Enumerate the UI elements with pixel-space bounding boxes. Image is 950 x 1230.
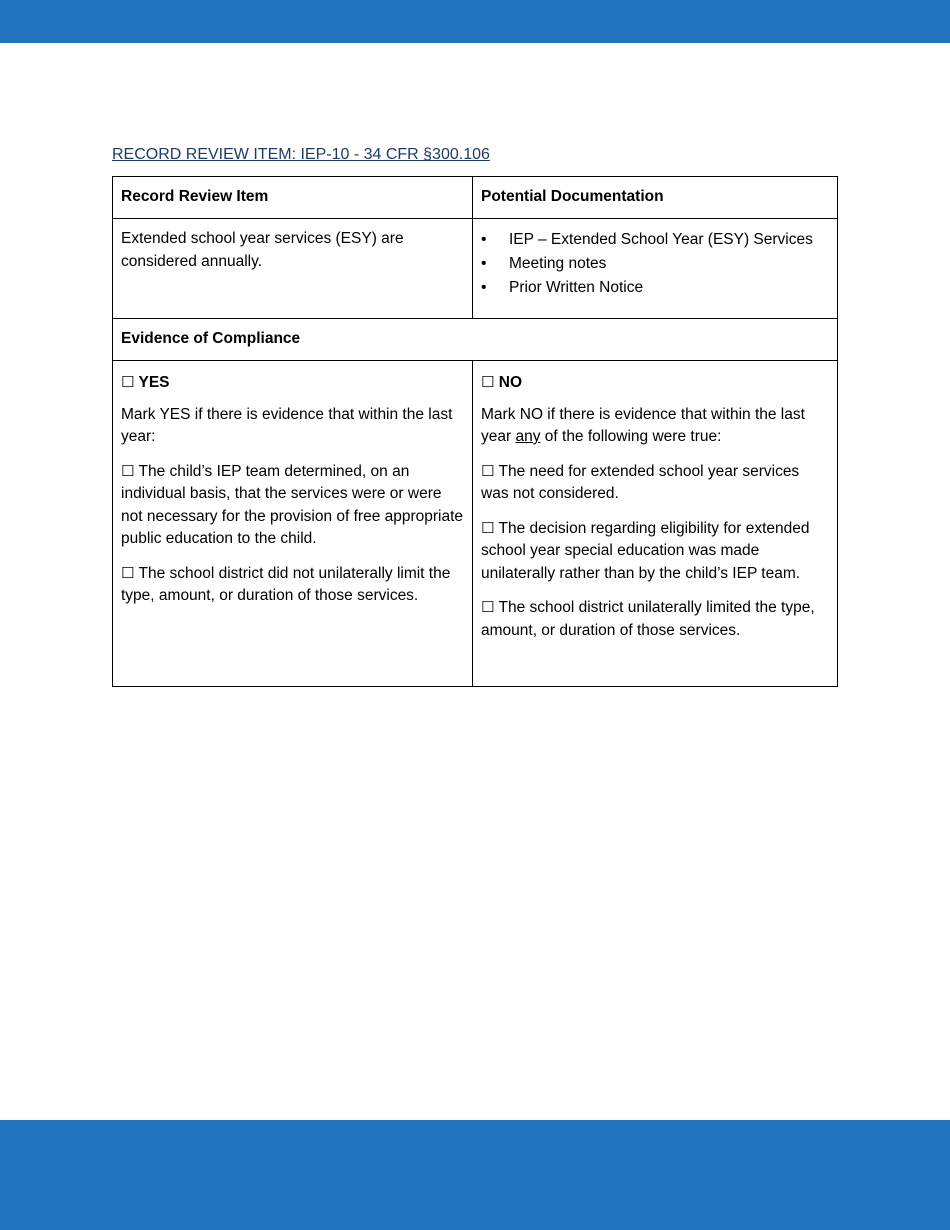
no-criterion-3	[481, 596, 829, 642]
documentation-list	[481, 228, 829, 300]
yes-checkbox[interactable]: ☐	[121, 373, 135, 391]
review-item-row	[113, 219, 838, 319]
compliance-answer-row	[113, 361, 838, 687]
list-item	[481, 276, 829, 300]
no-intro-before: Mark NO if there is evidence that within the last year	[481, 405, 805, 445]
list-item	[481, 252, 829, 276]
no-criterion-1	[481, 460, 829, 506]
bullet-icon: •	[481, 255, 487, 272]
record-review-table	[112, 176, 838, 687]
top-header-band	[0, 0, 950, 43]
documentation-cell	[473, 219, 838, 319]
yes-criterion-2-text: The school district did not unilaterally limit the type, amount, or duration of those services.	[121, 564, 451, 604]
no-criterion-3-checkbox[interactable]: ☐	[481, 598, 495, 616]
yes-criterion-2-checkbox[interactable]: ☐	[121, 563, 135, 582]
documentation-item-label: Prior Written Notice	[509, 279, 644, 296]
no-criterion-1-checkbox[interactable]: ☐	[481, 461, 495, 480]
no-criterion-2	[481, 517, 829, 586]
no-criterion-2-text: The decision regarding eligibility for extended school year special education was made unilaterally rather than by the child’s IEP team.	[481, 519, 810, 582]
no-label: NO	[498, 374, 523, 391]
documentation-item-label: IEP – Extended School Year (ESY) Services	[509, 231, 813, 248]
yes-label: YES	[138, 374, 170, 391]
no-checkbox[interactable]: ☐	[481, 373, 495, 391]
no-criterion-2-checkbox[interactable]: ☐	[481, 518, 495, 537]
column-header-record-review-item: Record Review Item	[113, 177, 473, 219]
table-header-row	[113, 177, 838, 219]
evidence-of-compliance-header: Evidence of Compliance	[113, 319, 838, 361]
yes-criterion-1-checkbox[interactable]: ☐	[121, 461, 135, 480]
yes-criterion-1-text: The child’s IEP team determined, on an individual basis, that the services were or were not necessary for the provision of free appropriate public education to the child.	[121, 462, 464, 547]
no-intro	[481, 404, 829, 449]
no-criterion-3-text: The school district unilaterally limited the type, amount, or duration of those services.	[481, 599, 815, 639]
review-item-text: Extended school year services (ESY) are considered annually.	[113, 219, 473, 319]
yes-intro: Mark YES if there is evidence that within the last year:	[121, 405, 453, 445]
column-header-potential-documentation: Potential Documentation	[473, 177, 838, 219]
evidence-header-row	[113, 319, 838, 361]
record-review-heading: RECORD REVIEW ITEM: IEP-10 - 34 CFR §300.106	[112, 146, 490, 163]
bullet-icon: •	[481, 231, 487, 248]
no-intro-after: of the following were true:	[540, 428, 722, 445]
yes-cell	[113, 361, 473, 687]
bottom-footer-band	[0, 1120, 950, 1230]
no-intro-emphasis: any	[515, 428, 541, 445]
no-option	[481, 371, 829, 395]
no-criterion-1-text: The need for extended school year services was not considered.	[481, 462, 800, 502]
list-item	[481, 228, 829, 252]
yes-option	[121, 371, 464, 395]
yes-criterion-1	[121, 460, 464, 551]
documentation-item-label: Meeting notes	[509, 255, 607, 272]
no-cell	[473, 361, 838, 687]
bullet-icon: •	[481, 279, 487, 296]
yes-criterion-2	[121, 562, 464, 608]
